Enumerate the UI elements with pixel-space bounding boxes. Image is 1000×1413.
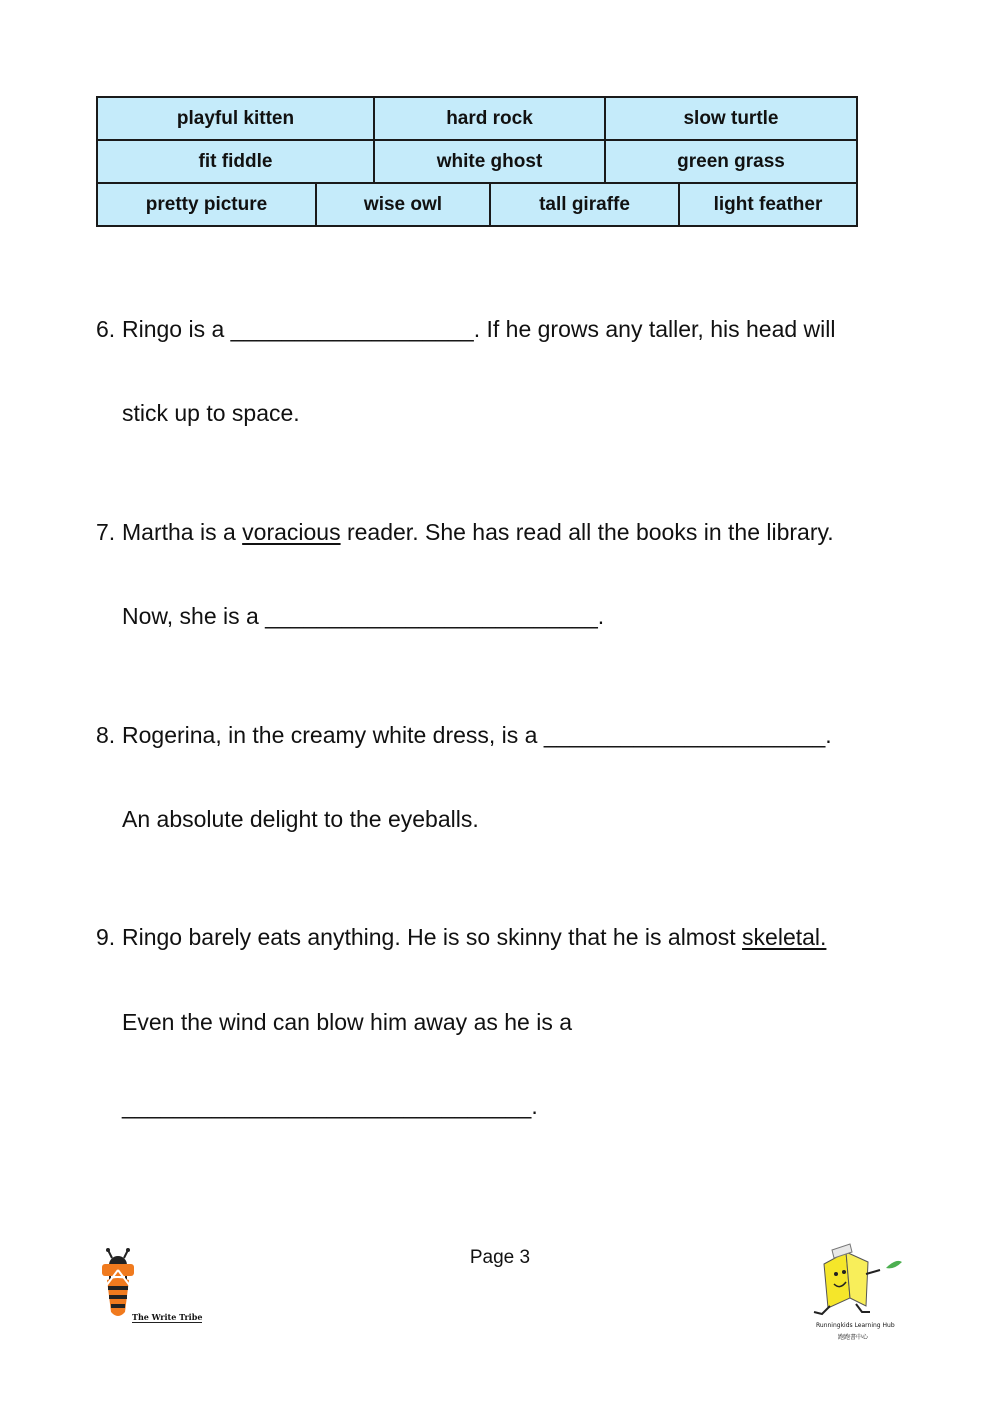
underlined-word: voracious <box>242 519 341 545</box>
question-number: 6. <box>96 316 116 342</box>
runningkids-logo-chinese: 跑跑書中心 <box>838 1334 869 1341</box>
underlined-word: skeletal. <box>742 924 827 950</box>
word-bank-cell: wise owl <box>315 184 489 225</box>
question-6-line-2: stick up to space. <box>122 400 300 426</box>
word-bank-cell: tall giraffe <box>489 184 678 225</box>
question-number: 7. <box>96 519 116 545</box>
question-number: 8. <box>96 722 116 748</box>
word-bank-row-1 <box>98 98 856 139</box>
question-9-line-1 <box>96 923 826 951</box>
question-7-text-post: reader. She has read all the books in the library. <box>340 519 834 545</box>
word-bank-row-2 <box>98 139 856 182</box>
write-tribe-logo <box>98 1248 208 1328</box>
runningkids-logo <box>806 1242 912 1346</box>
word-bank-table <box>96 96 858 227</box>
word-bank-cell: slow turtle <box>604 98 856 139</box>
question-8-text: Rogerina, in the creamy white dress, is a ______________________. <box>122 722 832 748</box>
question-6-text: Ringo is a ___________________. If he grows any taller, his head will <box>122 316 836 342</box>
question-9-line-2: Even the wind can blow him away as he is a <box>122 1009 573 1035</box>
word-bank-cell: pretty picture <box>145 193 268 215</box>
question-6-line-1 <box>96 315 836 343</box>
question-7-text-pre: Martha is a <box>122 519 243 545</box>
question-number: 9. <box>96 924 116 950</box>
word-bank-cell: hard rock <box>373 98 604 139</box>
page-number: Page 3 <box>469 1247 531 1268</box>
word-bank-cell: green grass <box>604 141 856 182</box>
word-bank-cell: light feather <box>678 184 856 225</box>
question-7-line-1 <box>96 518 834 546</box>
word-bank-cell: white ghost <box>373 141 604 182</box>
runningkids-logo-text: Runningkids Learning Hub <box>816 1322 895 1329</box>
word-bank-cell: fit fiddle <box>198 150 273 172</box>
running-book-icon <box>806 1242 912 1318</box>
word-bank-row-3 <box>98 182 856 225</box>
question-8-line-1 <box>96 721 832 749</box>
question-9-text-pre: Ringo barely eats anything. He is so skinny that he is almost <box>122 924 743 950</box>
question-7-line-2: Now, she is a __________________________. <box>122 603 605 629</box>
word-bank-cell: playful kitten <box>176 107 295 129</box>
question-8-line-2: An absolute delight to the eyeballs. <box>122 806 479 832</box>
write-tribe-logo-text: The Write Tribe <box>132 1312 203 1322</box>
question-9-answer-line: ________________________________. <box>122 1093 538 1119</box>
